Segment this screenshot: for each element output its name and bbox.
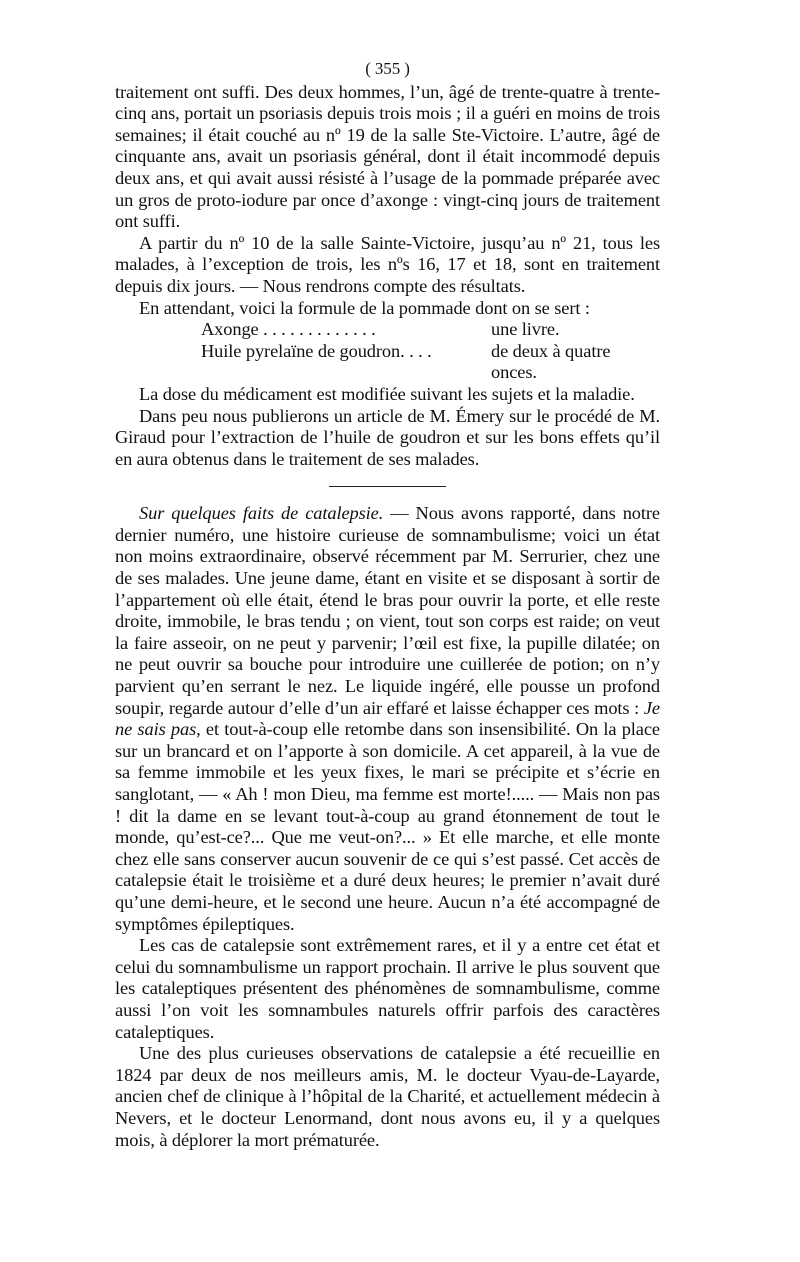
catalepsy-text-end: , et tout-à-coup elle retombe dans son insensibilité. On la place sur un brancard et on l’apporte à son domicile. A cet appareil, à la vue de sa femme immobile et les yeux fixes, le mari se précipite et s’écrie en sanglotant, — « Ah ! mon Dieu, ma femme est morte!..... — Mais non pas ! dit la dame en se levant tout-à-coup au grand étonnement de tout le monde, qu’est-ce?... Que me veut-on?... » Et elle marche, et elle monte chez elle sans conserver aucun souvenir de ce qui s’est passé. Cet accès de catalepsie était le troisième et a duré deux heures; le premier n’avait duré qu’une demi-heure, et le second une heure. Aucun n’a été accompagné de symptômes épileptiques. xyxy=(115,719,660,934)
quoted-words: Je ne sais pas xyxy=(115,697,660,740)
ingredient-name: Huile pyrelaïne de goudron. . . . xyxy=(201,340,432,361)
paragraph-dose: La dose du médicament est modifiée suivant les sujets et la maladie. xyxy=(139,383,635,404)
ingredient-quantity: une livre. xyxy=(491,319,560,340)
page xyxy=(115,58,660,1151)
pommade-formula xyxy=(201,319,660,384)
ingredient-name: Axonge . . . . . . . . . . . . . xyxy=(201,319,376,340)
formula-row xyxy=(201,341,660,384)
ingredient-quantity: de deux à quatre onces. xyxy=(491,340,611,383)
paragraph-catalepsy-case xyxy=(115,503,660,935)
catalepsy-text-start: — Nous avons rapporté, dans notre dernier numéro, une histoire curieuse de somnambulisme; voici un état non moins extraordinaire, observé récemment par M. Serrurier, chez une de ses malades. Une jeune dame, étant en visite et se disposant à sortir de l’appartement où elle était, étend le bras pour ouvrir la porte, et elle reste droite, immobile, le bras tendu ; on vient, tout son corps est raide; on veut la faire asseoir, on ne peut y parvenir; l’œil est fixe, la pupille dilatée; on ne peut ouvrir sa bouche pour introduire une cuillerée de potion; on n’y parvient qu’en serrant le nez. Le liquide ingéré, elle pousse un profond soupir, regarde autour d’elle d’un air effaré et laisse échapper ces mots : xyxy=(115,503,660,718)
page-number: ( 355 ) xyxy=(365,59,410,78)
paragraph-ward-patients: A partir du nº 10 de la salle Sainte-Victoire, jusqu’au nº 21, tous les malades, à l’exception de trois, les nºs 16, 17 et 18, sont en traitement depuis dix jours. — Nous rendrons compte des résultats. xyxy=(115,232,660,296)
paragraph-formula-intro: En attendant, voici la formule de la pommade dont on se sert : xyxy=(139,297,590,318)
paragraph-observation-1824: Une des plus curieuses observations de catalepsie a été recueillie en 1824 par deux de nos meilleurs amis, M. le docteur Vyau-de-Layarde, ancien chef de clinique à l’hôpital de la Charité, et actuellement médecin à Nevers, et le docteur Lenormand, dont nous avons eu, il y a quelques mois, à déplorer la mort prématurée. xyxy=(115,1043,660,1150)
formula-row xyxy=(201,319,660,341)
paragraph-catalepsy-rarity: Les cas de catalepsie sont extrêmement rares, et il y a entre cet état et celui du somnambulisme un rapport prochain. Il arrive le plus souvent que les cataleptiques présentent des phénomènes de somnambulisme, comme aussi l’on voit les somnambules naturels offrir parfois des caractères cataleptiques. xyxy=(115,935,660,1042)
section-divider xyxy=(329,486,446,487)
section-title: Sur quelques faits de catalepsie. xyxy=(139,503,384,524)
paragraph-psoriasis-cases: traitement ont suffi. Des deux hommes, l’un, âgé de trente-quatre à trente-cinq ans, portait un psoriasis depuis trois mois ; il a guéri en moins de trois semaines; il était couché au nº 19 de la salle Ste-Victoire. L’autre, âgé de cinquante ans, avait un psoriasis général, dont il était incommodé depuis deux ans, et qui avait aussi résisté à l’usage de la pommade préparée avec un gros de proto-iodure par once d’axonge : vingt-cinq jours de traitement ont suffi. xyxy=(115,81,660,232)
paragraph-announcement: Dans peu nous publierons un article de M. Émery sur le procédé de M. Giraud pour l’extraction de l’huile de goudron et sur les bons effets qu’il en aura obtenus dans le traitement de ses malades. xyxy=(115,405,660,469)
